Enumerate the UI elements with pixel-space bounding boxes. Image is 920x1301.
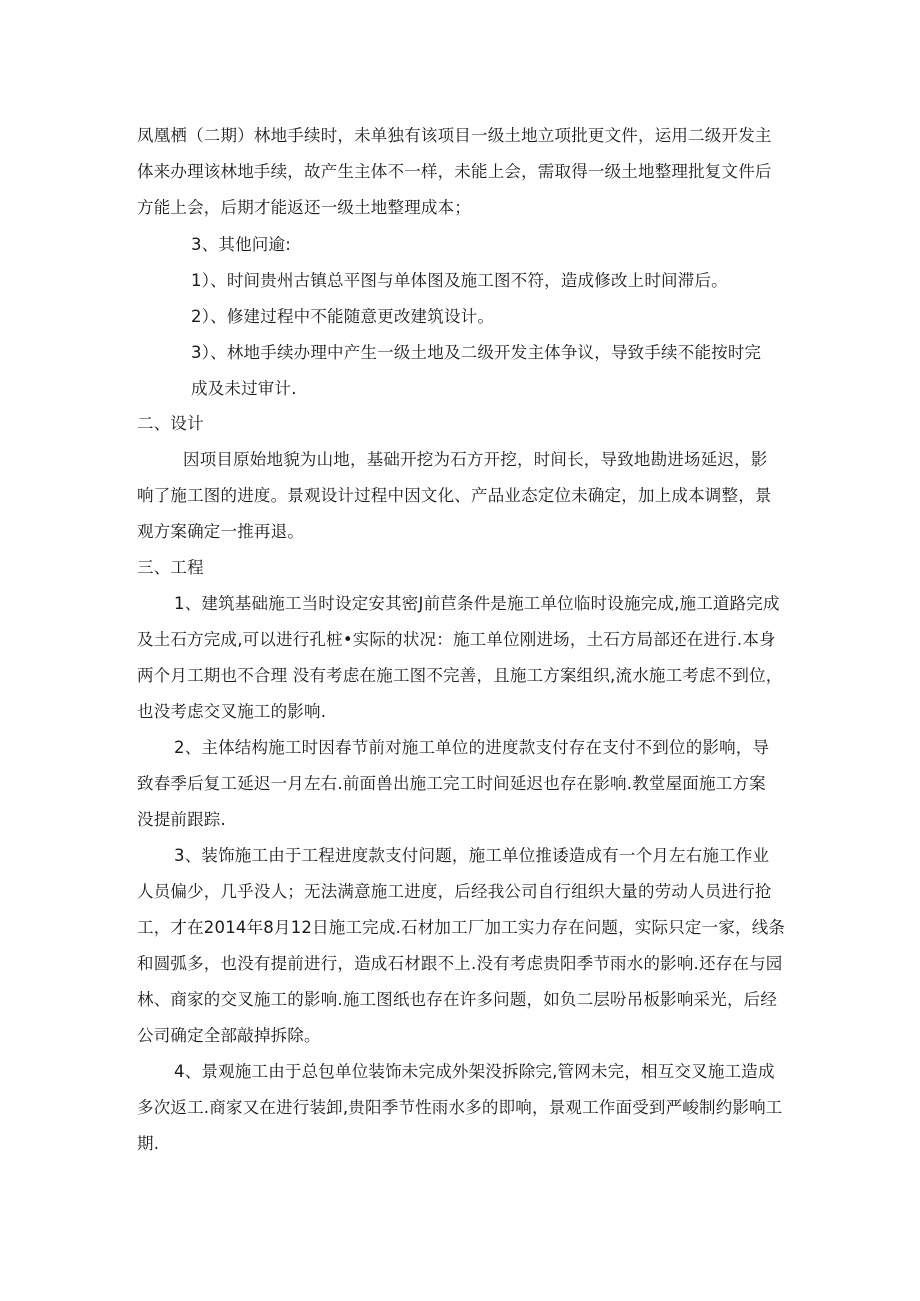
text-line: 因项目原始地貌为山地，基础开挖为石方开挖，时间长，导致地勘进场延迟，影 — [183, 450, 768, 469]
text-line: 成及未过审计. — [191, 379, 297, 398]
text-line: 及土石方完成,可以进行孔桩•实际的状况：施工单位刚进场，土石方局部还在进行.本身 — [137, 630, 776, 649]
text-line: 致春季后复工延迟一月左右.前面兽出施工完工时间延迟也存在影响.教堂屋面施工方案 — [137, 774, 766, 793]
text-line: 1、建筑基础施工当时设定安其密J前苣条件是施工单位临时设施完成,施工道路完成 — [174, 594, 780, 613]
text-line: 人员偏少，几乎没人；无法满意施工进度，后经我公司自行组织大量的劳动人员进行抢 — [137, 882, 772, 901]
text-line: 期. — [137, 1134, 160, 1153]
text-line: 4、景观施工由于总包单位装饰未完成外架没拆除完,管网未完，相互交叉施工造成 — [174, 1062, 775, 1081]
section-heading: 三、工程 — [137, 558, 204, 577]
text-line: 多次返工.商家又在进行装卸,贵阳季节性雨水多的即响，景观工作面受到严峻制约影响工 — [137, 1098, 783, 1117]
text-line: 林、商家的交叉施工的影响.施工图纸也存在许多问题，如负二层吩吊板影响采光，后经 — [137, 990, 778, 1009]
text-line: 响了施工图的进度。景观设计过程中因文化、产品业态定位未确定，加上成本调整，景 — [137, 486, 772, 505]
text-line: 公司确定全部敲掉拆除。 — [137, 1026, 321, 1045]
text-line: 1）、时间贵州古镇总平图与单体图及施工图不符，造成修改上时间滞后。 — [191, 271, 728, 290]
text-line: 2、主体结构施工时因春节前对施工单位的进度款支付存在支付不到位的影响，导 — [174, 738, 770, 757]
text-line: 和圆弧多，也没有提前进行，造成石材跟不上.没有考虑贵阳季节雨水的影响.还存在与园 — [137, 954, 783, 973]
text-line: 也没考虑交叉施工的影响. — [137, 702, 327, 721]
text-line: 2）、修建过程中不能随意更改建筑设计。 — [191, 307, 495, 326]
text-line: 体来办理该林地手续，故产生主体不一样，未能上会，需取得一级土地整理批复文件后 — [137, 162, 772, 181]
text-line: 工，才在2014年8月12日施工完成.石材加工厂加工实力存在问题，实际只定一家，线条 — [137, 918, 786, 937]
text-line: 3、装饰施工由于工程进度款支付问题，施工单位推诿造成有一个月左右施工作业 — [174, 846, 770, 865]
text-line: 两个月工期也不合理 没有考虑在施工图不完善，且施工方案组织,流水施工考虑不到位， — [137, 666, 783, 685]
text-line: 3、其他问逾: — [191, 235, 291, 254]
section-heading: 二、设计 — [137, 414, 204, 433]
text-line: 3）、林地手续办理中产生一级土地及二级开发主体争议，导致手续不能按时完 — [191, 343, 762, 362]
text-line: 方能上会，后期才能返还一级土地整理成本； — [137, 198, 471, 217]
text-line: 凤凰栖（二期）林地手续时，未单独有该项目一级土地立项批更文件，运用二级开发主 — [137, 126, 772, 145]
text-line: 观方案确定一推再退。 — [137, 522, 304, 541]
text-line: 没提前跟踪. — [137, 810, 226, 829]
